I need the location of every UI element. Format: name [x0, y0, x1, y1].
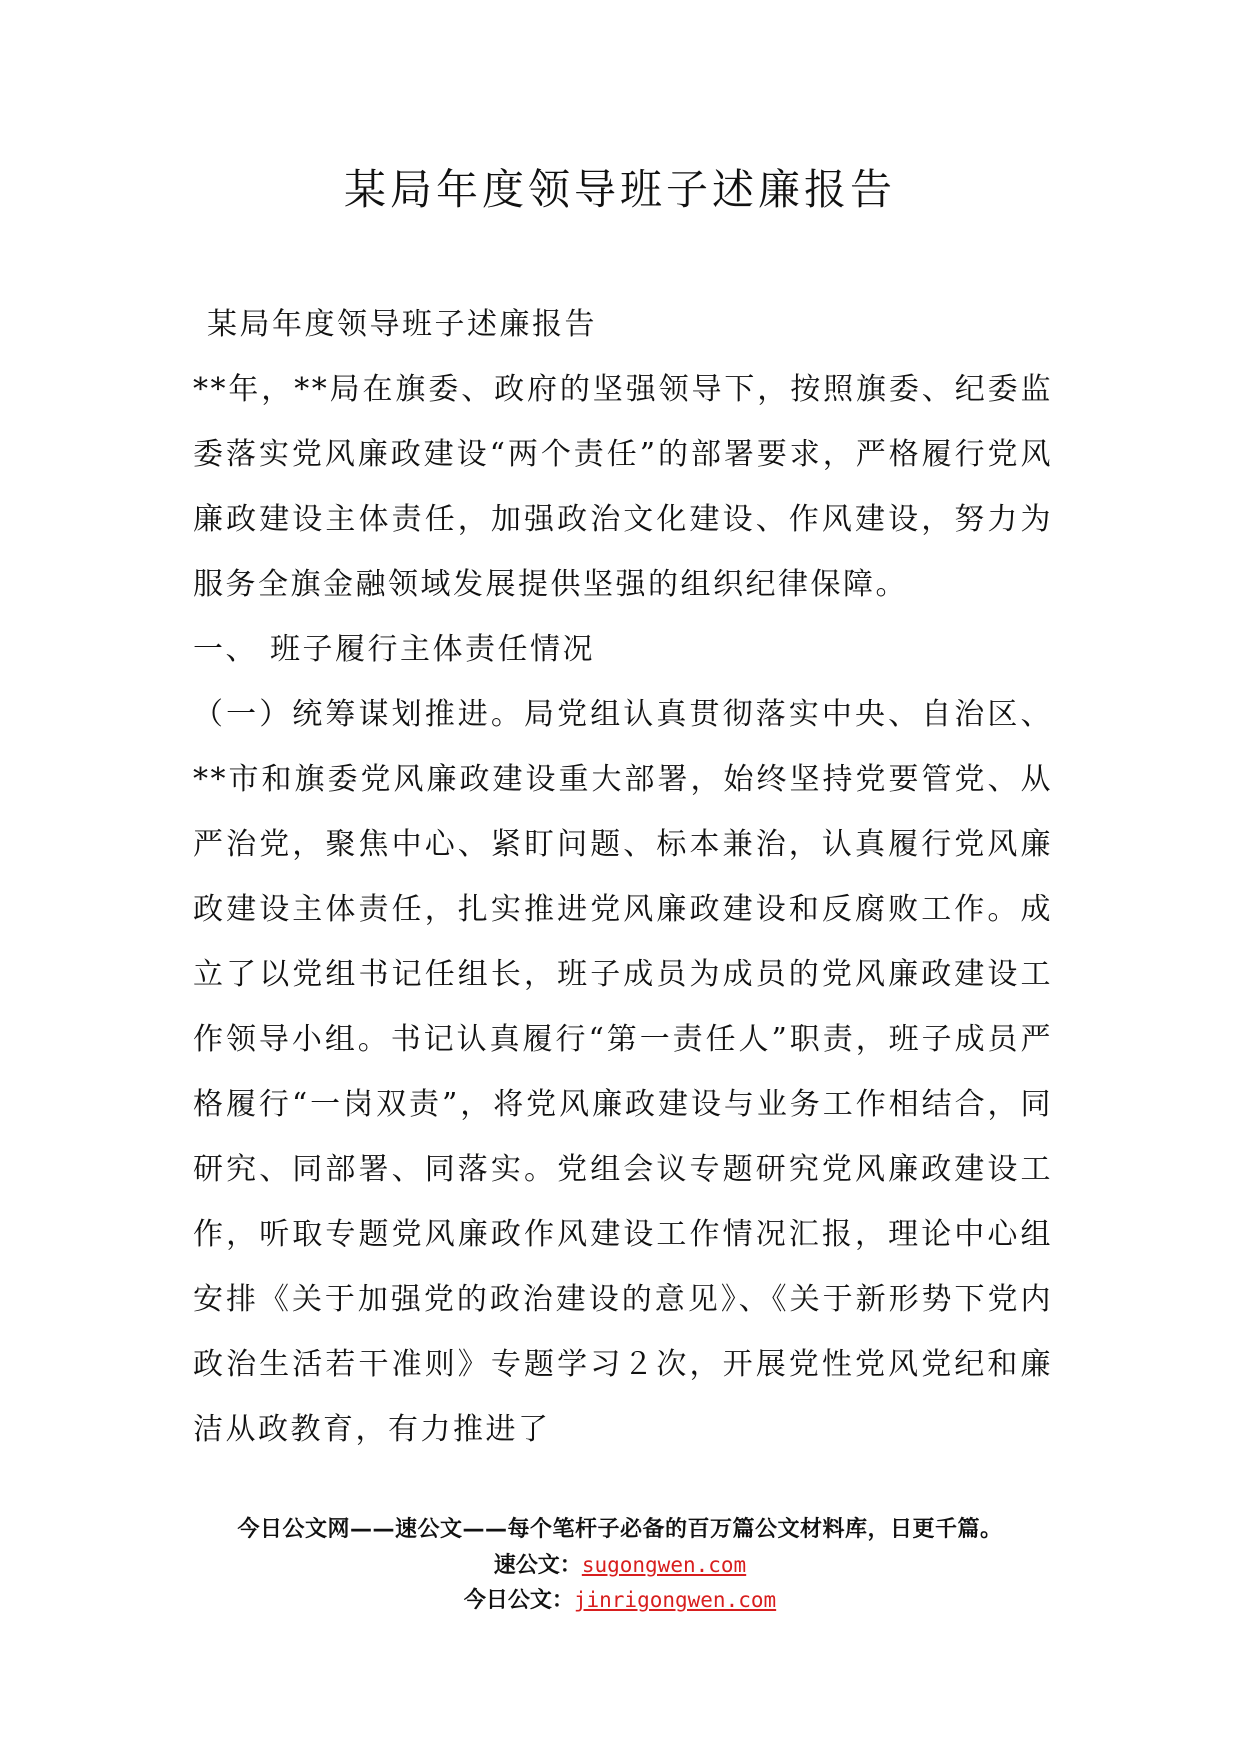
footer-line-sugongwen: [0, 1548, 1240, 1583]
sugongwen-link[interactable]: sugongwen.com: [581, 1553, 747, 1577]
document-body: [193, 292, 1053, 1462]
jinrigongwen-link[interactable]: jinrigongwen.com: [573, 1588, 777, 1612]
footer-label-sugongwen: 速公文：: [493, 1553, 582, 1578]
footer-slogan: 今日公文网——速公文——每个笔杆子必备的百万篇公文材料库，日更千篇。: [237, 1517, 1003, 1542]
document-subtitle: 某局年度领导班子述廉报告: [207, 307, 597, 342]
section-paragraph: （一）统筹谋划推进。局党组认真贯彻落实中央、自治区、**市和旗委党风廉政建设重大部署，始终坚持党要管党、从严治党，聚焦中心、紧盯问题、标本兼治，认真履行党风廉政建设主体责任，扎实推进党风廉政建设和反腐败工作。成立了以党组书记任组长，班子成员为成员的党风廉政建设工作领导小组。书记认真履行“第一责任人”职责，班子成员严格履行“一岗双责”，将党风廉政建设与业务工作相结合，同研究、同部署、同落实。党组会议专题研究党风廉政建设工作，听取专题党风廉政作风建设工作情况汇报，理论中心组安排《关于加强党的政治建设的意见》、《关于新形势下党内政治生活若干准则》专题学习２次，开展党性党风党纪和廉洁从政教育，有力推进了: [193, 697, 1053, 1447]
footer-banner: [0, 1512, 1240, 1618]
document-title: 某局年度领导班子述廉报告: [343, 165, 896, 214]
intro-paragraph: **年，**局在旗委、政府的坚强领导下，按照旗委、纪委监委落实党风廉政建设“两个责任”的部署要求，严格履行党风廉政建设主体责任，加强政治文化建设、作风建设，努力为服务全旗金融领域发展提供坚强的组织纪律保障。: [193, 372, 1053, 602]
footer-label-jinrigongwen: 今日公文：: [463, 1588, 574, 1613]
footer-line-jinrigongwen: [0, 1583, 1240, 1618]
section-heading: 一、 班子履行主体责任情况: [193, 632, 596, 667]
